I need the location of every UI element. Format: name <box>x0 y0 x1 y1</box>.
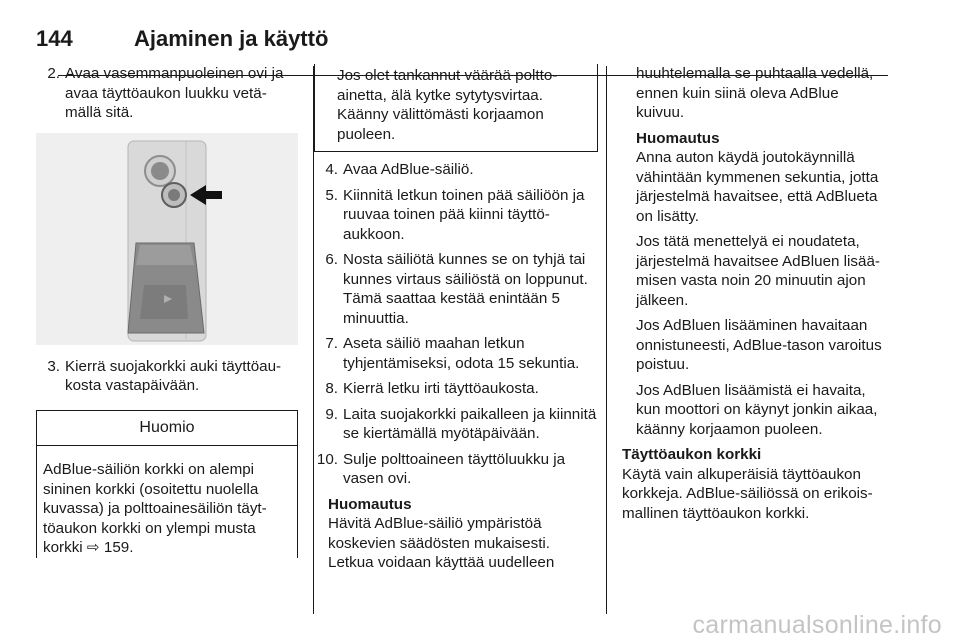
column-2 <box>314 64 598 573</box>
step-text: Avaa vasemmanpuoleinen ovi ja avaa täyttöaukon luukku vetämällä sitä. <box>65 65 284 121</box>
step-number: 3. <box>47 357 60 375</box>
step-6 <box>314 250 598 328</box>
note-paragraph-1: Anna auton käydä joutokäynnillä vähintään kymmenen sekuntia, jotta järjestelmä havaitsee, että AdBlueta on lisätty. <box>636 149 879 225</box>
step-5 <box>314 186 598 245</box>
step-7 <box>314 334 598 373</box>
notice-box <box>36 410 298 558</box>
step-number: 9. <box>325 405 338 423</box>
fuel-filler-illustration <box>36 133 298 345</box>
step-8 <box>314 379 598 399</box>
step-text: Nosta säiliötä kunnes se on tyhjä tai kunnes virtaus säiliöstä on loppunut. Tämä saattaa kestää enintään 5 minuuttia. <box>343 251 588 327</box>
section-heading: Täyttöaukon korkki <box>622 446 762 463</box>
step-number: 10. <box>316 450 338 468</box>
note-paragraph-4: Jos AdBluen lisäämistä ei havaita, kun moottori on käynyt jonkin aikaa, käänny korjaamon puoleen. <box>636 381 878 438</box>
page-reference-link[interactable]: 159. <box>103 539 134 556</box>
filler-flap-drawing <box>36 133 298 345</box>
page-title: Ajaminen ja käyttö <box>134 26 329 51</box>
adblue-cap-icon <box>162 183 186 207</box>
note-paragraph-2: Jos tätä menettelyä ei noudateta, järjestelmä havaitsee AdBluen lisäämisen vasta noin 20 minuutin ajon jälkeen. <box>636 233 880 309</box>
note-block <box>314 495 598 573</box>
section-text: Käytä vain alkuperäisiä täyttöaukon korkkeja. AdBlue-säiliössä on erikoismallinen täyttöaukon korkki. <box>622 465 873 522</box>
step-number: 2. <box>47 65 60 82</box>
step-text: Laita suojakorkki paikalleen ja kiinnitä se kiertämällä myötäpäivään. <box>343 405 597 442</box>
step-number: 8. <box>325 380 338 397</box>
step-4 <box>314 160 598 180</box>
step-3 <box>36 357 298 396</box>
step-text: Aseta säiliö maahan letkun tyhjentämiseksi, odota 15 sekuntia. <box>343 335 580 372</box>
step-number: 7. <box>325 335 338 352</box>
notice-heading: Huomio <box>37 411 297 447</box>
watermark: carmanualsonline.info <box>692 611 942 639</box>
note-paragraph-3: Jos AdBluen lisääminen havaitaan onnistuneesti, AdBlue-tason varoitus poistuu. <box>636 317 882 373</box>
continued-text: huuhtelemalla se puhtaalla vedellä, ennen kuin siinä oleva AdBlue kuivuu. <box>636 65 874 121</box>
notice-body <box>37 446 297 558</box>
note-heading: Huomautus <box>328 495 412 513</box>
page-number: 144 <box>36 26 73 51</box>
step-text: Kiinnitä letkun toinen pää säiliöön ja ruuvaa toinen pää kiinni täyttöaukkoon. <box>343 186 585 243</box>
column-1 <box>36 64 298 558</box>
note-block <box>622 129 890 440</box>
column-3 <box>622 64 890 523</box>
warning-text: Jos olet tankannut väärää polttoainetta, älä kytke sytytysvirtaa. Käänny välittömästi korjaamon puoleen. <box>337 67 558 143</box>
step-number: 6. <box>325 251 338 268</box>
note-text: Hävitä AdBlue-säiliö ympäristöä koskevien säädösten mukaisesti. Letkua voidaan käyttää uudelleen <box>328 515 555 571</box>
page-header <box>22 26 888 56</box>
warning-box <box>314 64 598 152</box>
step-text: Kierrä suojakorkki auki täyttöaukosta vastapäivään. <box>65 357 282 394</box>
notice-text: AdBlue-säiliön korkki on alempi sininen korkki (osoitettu nuolella kuvassa) ja polttoainesäiliön täyttöaukon korkki on ylempi musta korkki <box>43 461 267 556</box>
step-text: Avaa AdBlue-säiliö. <box>343 161 474 178</box>
step-10 <box>314 450 598 489</box>
step-text: Kierrä letku irti täyttöaukosta. <box>343 380 539 397</box>
step-number: 4. <box>325 161 338 178</box>
reference-arrow-icon: ⇨ <box>86 539 100 556</box>
step-text: Sulje polttoaineen täyttöluukku ja vasen ovi. <box>343 450 566 487</box>
step-2 <box>36 64 298 123</box>
column-divider-right <box>606 66 607 614</box>
note-heading: Huomautus <box>636 129 720 147</box>
step-number: 5. <box>325 186 338 204</box>
step-9 <box>314 405 598 444</box>
